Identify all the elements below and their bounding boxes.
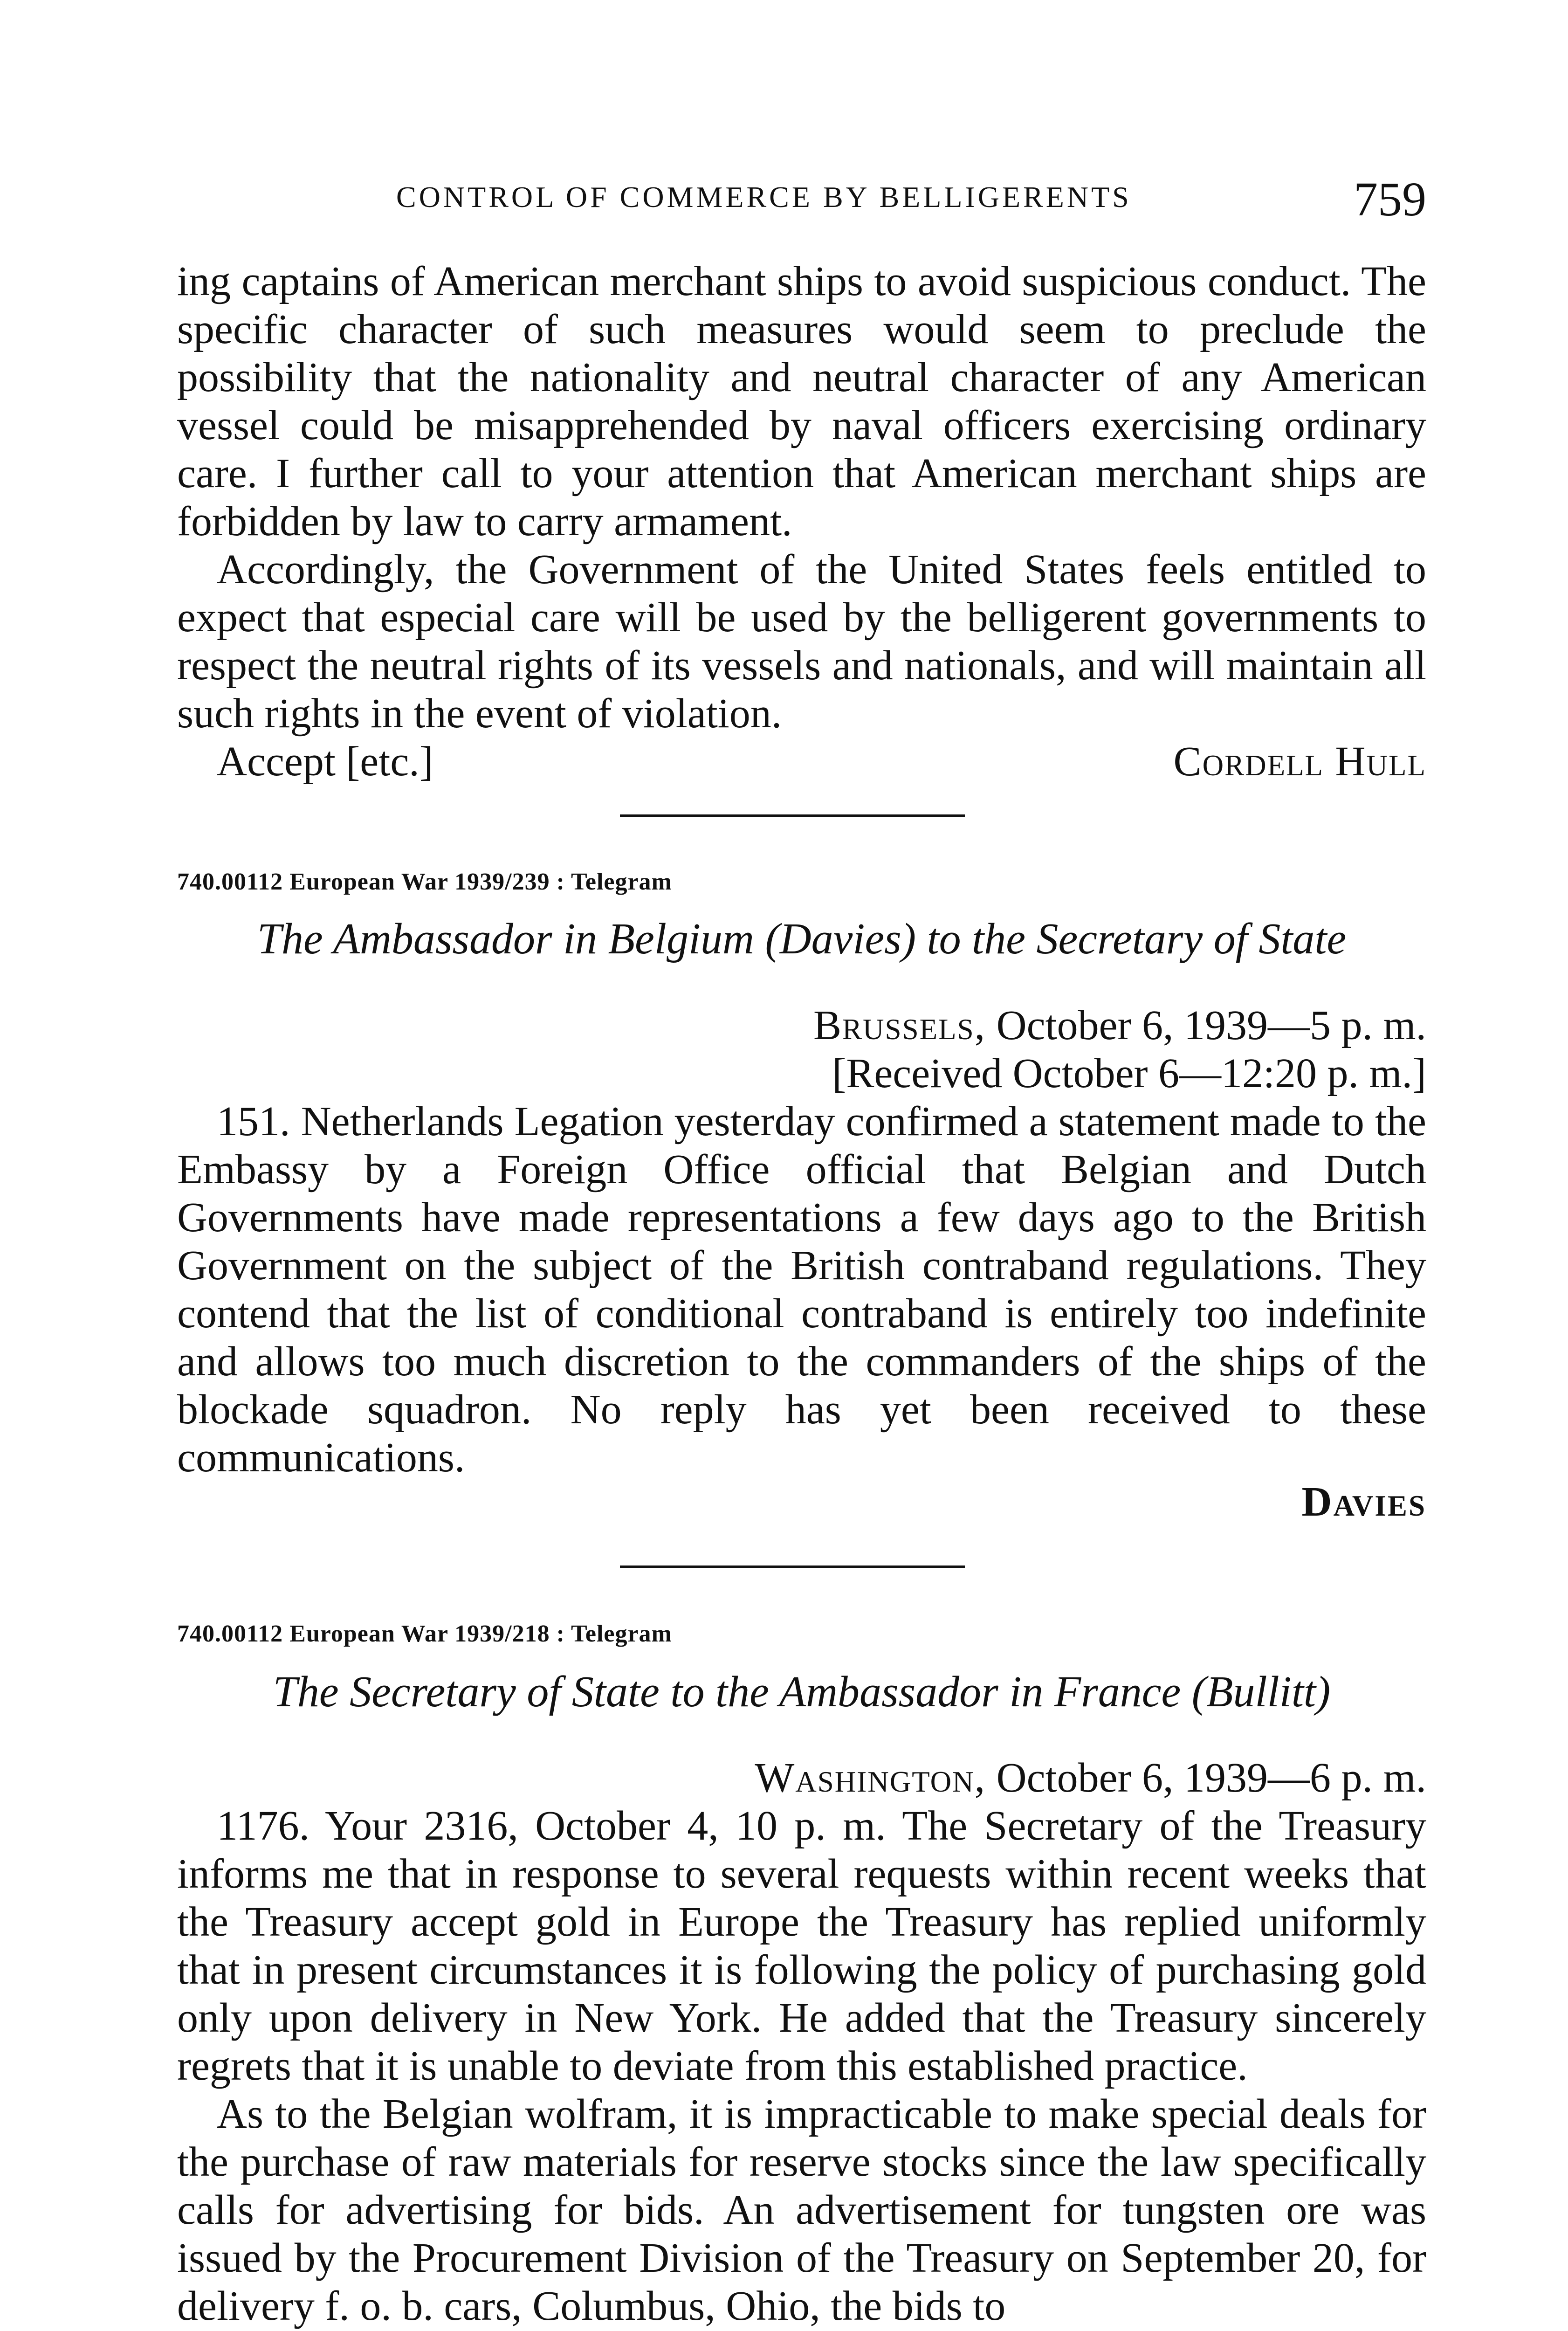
document2-body: 151. Netherlands Legation yesterday confirmed a statement made to the Embassy by a Foreign Office official that Belgian and Dutch Governments have made representations a few days ago to the British Government on the subject of the British contraband regulations. They contend that the list of conditional contraband is entirely too indefinite and allows too much discretion to the commanders of the ships of the blockade squadron. No reply has yet been received to these communications.: [177, 1098, 1426, 1481]
divider-rule-1: [620, 814, 965, 817]
section1-text: [177, 257, 1426, 738]
dateline-line-washington: [755, 1754, 1426, 1802]
document-title-2: The Secretary of State to the Ambassador in France (Bullitt): [273, 1668, 1331, 1716]
date-brussels: October 6, 1939—5 p. m.: [996, 1002, 1426, 1048]
closing-text: Accept [etc.]: [217, 738, 433, 785]
signature-hull: Cordell Hull: [1173, 738, 1426, 785]
place-brussels: Brussels,: [813, 1002, 986, 1048]
file-reference-1: 740.00112 European War 1939/239 : Telegram: [177, 869, 672, 895]
document3-text: [177, 1802, 1426, 2330]
running-head: [177, 172, 1426, 226]
page-number: 759: [1354, 172, 1426, 226]
dateline-washington: [755, 1754, 1426, 1802]
signature-davies: Davies: [1301, 1479, 1426, 1525]
running-title: CONTROL OF COMMERCE BY BELLIGERENTS: [396, 180, 1132, 214]
file-reference-2: 740.00112 European War 1939/218 : Telegram: [177, 1621, 672, 1647]
dateline-line: [813, 1001, 1426, 1049]
section1-paragraph2: Accordingly, the Government of the United States feels entitled to expect that especial care will be used by the belligerent governments to respect the neutral rights of its vessels and nationals, and will maintain all such rights in the event of violation.: [177, 546, 1426, 737]
section1-closing: [177, 738, 1426, 789]
document3-paragraph1: 1176. Your 2316, October 4, 10 p. m. The Secretary of the Treasury informs me that in response to several requests within recent weeks that the Treasury accept gold in Europe the Treasury has replied uniformly that in present circumstances it is following the policy of purchasing gold only upon delivery in New York. He added that the Treasury sincerely regrets that it is unable to deviate from this established practice.: [177, 1803, 1426, 2089]
section1-paragraph1: ing captains of American merchant ships to avoid suspicious conduct. The specific character of such measures would seem to preclude the possibility that the nationality and neutral character of any American vessel could be misapprehended by naval officers exercising ordinary care. I further call to your attention that American merchant ships are forbidden by law to carry armament.: [177, 258, 1426, 545]
dateline-brussels: [813, 1001, 1426, 1097]
document2-text: [177, 1097, 1426, 1482]
divider-rule-2: [620, 1565, 965, 1568]
received-line: [Received October 6—12:20 p. m.]: [832, 1050, 1426, 1097]
date-washington: October 6, 1939—6 p. m.: [996, 1755, 1426, 1801]
place-washington: Washington,: [755, 1755, 986, 1801]
document-title-1: The Ambassador in Belgium (Davies) to the Secretary of State: [257, 915, 1347, 963]
document3-paragraph2: As to the Belgian wolfram, it is impracticable to make special deals for the purchase of raw materials for reserve stocks since the law specifically calls for advertising for bids. An advertisement for tungsten ore was issued by the Procurement Division of the Treasury on September 20, for delivery f. o. b. cars, Columbus, Ohio, the bids to: [177, 2091, 1426, 2329]
